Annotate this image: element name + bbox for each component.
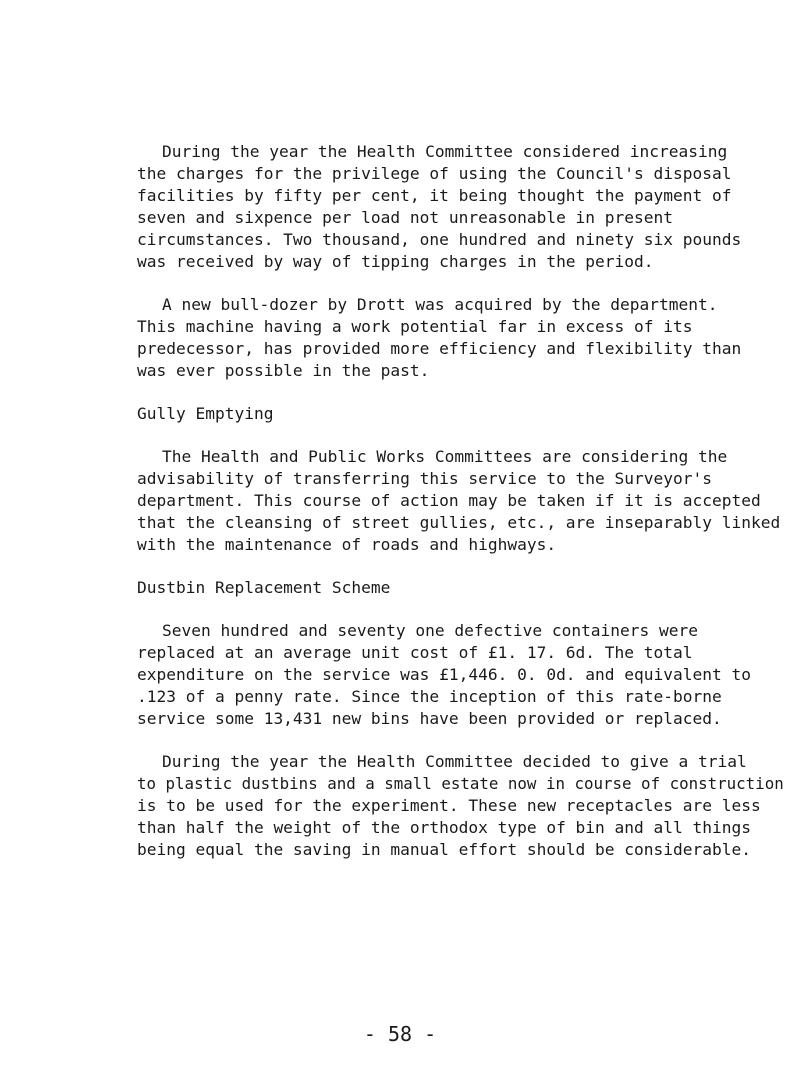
text-line: department. This course of action may be taken if it is accepted: [137, 491, 761, 510]
text-line: was ever possible in the past.: [137, 361, 430, 380]
page-number: - 58 -: [363, 1022, 437, 1046]
text-line: .123 of a penny rate. Since the inception of this rate-borne: [137, 687, 722, 706]
text-line: was received by way of tipping charges in the period.: [137, 252, 654, 271]
text-line: Seven hundred and seventy one defective containers were: [162, 621, 699, 640]
text-line: to plastic dustbins and a small estate now in course of construction: [137, 774, 784, 793]
text-line: During the year the Health Committee considered increasing: [162, 142, 728, 161]
text-line: the charges for the privilege of using the Council's disposal: [137, 164, 732, 183]
section-heading-gully-emptying: Gully Emptying: [137, 404, 274, 423]
section-heading-dustbin-replacement: Dustbin Replacement Scheme: [137, 578, 391, 597]
text-line: During the year the Health Committee decided to give a trial: [162, 752, 747, 771]
text-line: predecessor, has provided more efficiency and flexibility than: [137, 339, 742, 358]
text-line: The Health and Public Works Committees are considering the: [162, 447, 728, 466]
text-line: is to be used for the experiment. These new receptacles are less: [137, 796, 761, 815]
text-line: seven and sixpence per load not unreasonable in present: [137, 208, 674, 227]
text-line: than half the weight of the orthodox type of bin and all things: [137, 818, 751, 837]
text-line: being equal the saving in manual effort should be considerable.: [137, 840, 751, 859]
text-line: circumstances. Two thousand, one hundred and ninety six pounds: [137, 230, 742, 249]
text-line: facilities by fifty per cent, it being thought the payment of: [137, 186, 732, 205]
text-line: replaced at an average unit cost of £1. 17. 6d. The total: [137, 643, 693, 662]
text-line: service some 13,431 new bins have been provided or replaced.: [137, 709, 722, 728]
text-line: A new bull-dozer by Drott was acquired by the department.: [162, 295, 718, 314]
text-line: advisability of transferring this service to the Surveyor's: [137, 469, 712, 488]
text-line: that the cleansing of street gullies, etc., are inseparably linked: [137, 513, 781, 532]
text-line: expenditure on the service was £1,446. 0. 0d. and equivalent to: [137, 665, 751, 684]
text-line: with the maintenance of roads and highways.: [137, 535, 557, 554]
text-line: This machine having a work potential far in excess of its: [137, 317, 693, 336]
